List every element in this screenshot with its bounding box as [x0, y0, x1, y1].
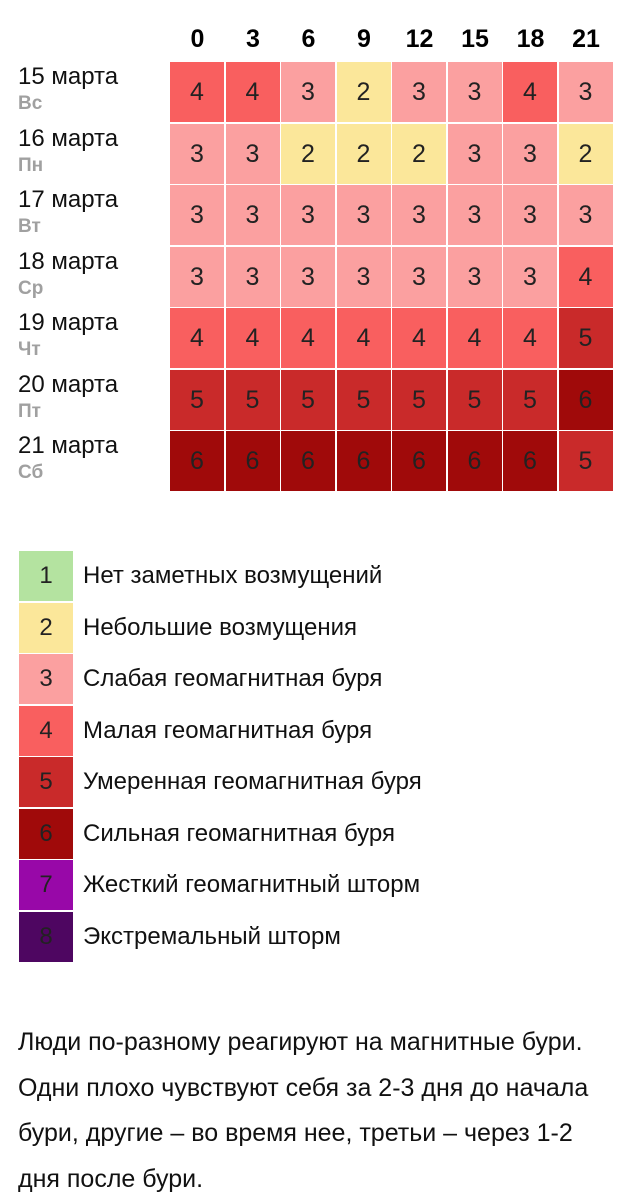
hour-label: 18 [516, 25, 545, 53]
day-of-week: Ср [18, 277, 44, 299]
heatmap-cell: 3 [226, 185, 280, 245]
heatmap-cell: 5 [170, 370, 224, 430]
legend-label: Сильная геомагнитная буря [83, 819, 395, 847]
heatmap-cell: 4 [170, 62, 224, 122]
hour-label: 9 [357, 25, 371, 53]
legend-swatch: 1 [19, 551, 73, 601]
legend-label: Умеренная геомагнитная буря [83, 768, 422, 795]
heatmap-cell: 5 [337, 370, 391, 430]
legend-swatch: 7 [19, 860, 73, 910]
legend-item [19, 912, 619, 963]
heatmap-cell: 5 [559, 308, 613, 368]
heatmap-cell: 3 [503, 185, 557, 245]
heatmap-cell: 3 [392, 185, 446, 245]
day-date: 20 марта [18, 370, 119, 398]
legend-swatch: 6 [19, 809, 73, 859]
hour-label: 0 [190, 25, 205, 53]
heatmap-cell: 3 [559, 62, 613, 122]
day-label [18, 431, 168, 493]
day-label [18, 308, 168, 370]
heatmap-cell: 5 [559, 431, 613, 491]
legend-label: Малая геомагнитная буря [83, 716, 373, 744]
heatmap-cell: 3 [337, 185, 391, 245]
hour-label: 12 [405, 25, 434, 53]
day-of-week: Пн [18, 154, 44, 176]
heatmap-cell: 4 [503, 308, 557, 368]
legend-item [19, 809, 619, 860]
explanatory-text: Люди по-разному реагируют на магнитные бури. Одни плохо чувствуют себя за 2-3 дня до начала бури, другие – во время нее, третьи – через 1-2 дня после бури. [18, 1028, 589, 1193]
day-label [18, 247, 168, 309]
legend-item [19, 654, 619, 705]
heatmap-cell: 3 [559, 185, 613, 245]
heatmap-cell: 3 [170, 185, 224, 245]
legend-label: Слабая геомагнитная буря [83, 665, 383, 692]
legend-swatch: 4 [19, 706, 73, 756]
day-date: 16 марта [18, 124, 119, 152]
day-date: 19 марта [18, 309, 119, 336]
hour-label: 21 [572, 25, 600, 53]
day-of-week: Вс [18, 93, 43, 114]
day-date: 21 марта [18, 432, 119, 459]
heatmap-cell: 3 [392, 247, 446, 307]
hour-header-row [170, 22, 613, 56]
day-label [18, 124, 168, 186]
legend-swatch: 8 [19, 912, 73, 962]
heatmap-cell: 5 [503, 370, 557, 430]
day-label [18, 370, 168, 432]
day-label [18, 185, 168, 247]
heatmap-cell: 6 [170, 431, 224, 491]
heatmap-cell: 4 [226, 62, 280, 122]
heatmap-cell: 2 [281, 124, 335, 184]
legend-swatch: 5 [19, 757, 73, 807]
day-of-week: Пт [18, 400, 41, 422]
heatmap-cell: 3 [448, 247, 502, 307]
day-date: 17 марта [18, 186, 119, 213]
heatmap-cell: 3 [392, 62, 446, 122]
legend-label: Жесткий геомагнитный шторм [83, 871, 421, 898]
heatmap-cell: 2 [559, 124, 613, 184]
legend-label: Небольшие возмущения [83, 613, 357, 641]
heatmap-cell: 3 [503, 124, 557, 184]
heatmap-cell: 3 [448, 185, 502, 245]
heatmap-cell: 3 [503, 247, 557, 307]
heatmap-cell: 3 [170, 247, 224, 307]
heatmap-cell: 4 [337, 308, 391, 368]
heatmap-cell: 6 [392, 431, 446, 491]
legend-item [19, 603, 619, 654]
heatmap-cell: 4 [281, 308, 335, 368]
heatmap-cell: 3 [337, 247, 391, 307]
storm-forecast-heatmap [170, 62, 613, 492]
heatmap-cell: 6 [281, 431, 335, 491]
heatmap-cell: 5 [448, 370, 502, 430]
heatmap-cell: 5 [392, 370, 446, 430]
heatmap-cell: 2 [392, 124, 446, 184]
heatmap-cell: 3 [281, 247, 335, 307]
heatmap-cell: 3 [281, 62, 335, 122]
heatmap-cell: 3 [226, 124, 280, 184]
heatmap-cell: 6 [448, 431, 502, 491]
day-of-week: Чт [18, 339, 41, 360]
heatmap-cell: 4 [503, 62, 557, 122]
heatmap-cell: 4 [226, 308, 280, 368]
heatmap-cell: 4 [448, 308, 502, 368]
day-of-week: Сб [18, 462, 44, 483]
heatmap-cell: 6 [503, 431, 557, 491]
heatmap-cell: 6 [337, 431, 391, 491]
heatmap-cell: 4 [559, 247, 613, 307]
legend-label: Экстремальный шторм [83, 922, 341, 950]
heatmap-cell: 3 [448, 62, 502, 122]
day-of-week: Вт [18, 216, 41, 237]
legend-label: Нет заметных возмущений [83, 562, 383, 589]
day-date: 18 марта [18, 247, 119, 275]
day-label [18, 62, 168, 124]
heatmap-cell: 6 [559, 370, 613, 430]
heatmap-cell: 4 [392, 308, 446, 368]
heatmap-cell: 3 [226, 247, 280, 307]
hour-label: 3 [246, 25, 260, 53]
heatmap-cell: 2 [337, 62, 391, 122]
hour-label: 15 [461, 25, 489, 53]
day-date: 15 марта [18, 63, 119, 90]
heatmap-cell: 5 [226, 370, 280, 430]
heatmap-cell: 3 [281, 185, 335, 245]
legend-item [19, 757, 619, 808]
legend-item [19, 551, 619, 602]
legend-swatch: 3 [19, 654, 73, 704]
heatmap-cell: 3 [170, 124, 224, 184]
heatmap-cell: 5 [281, 370, 335, 430]
legend-swatch: 2 [19, 603, 73, 653]
heatmap-cell: 4 [170, 308, 224, 368]
heatmap-cell: 3 [448, 124, 502, 184]
legend-item [19, 860, 619, 911]
heatmap-cell: 2 [337, 124, 391, 184]
heatmap-cell: 6 [226, 431, 280, 491]
hour-label: 6 [301, 25, 316, 53]
legend-item [19, 706, 619, 757]
